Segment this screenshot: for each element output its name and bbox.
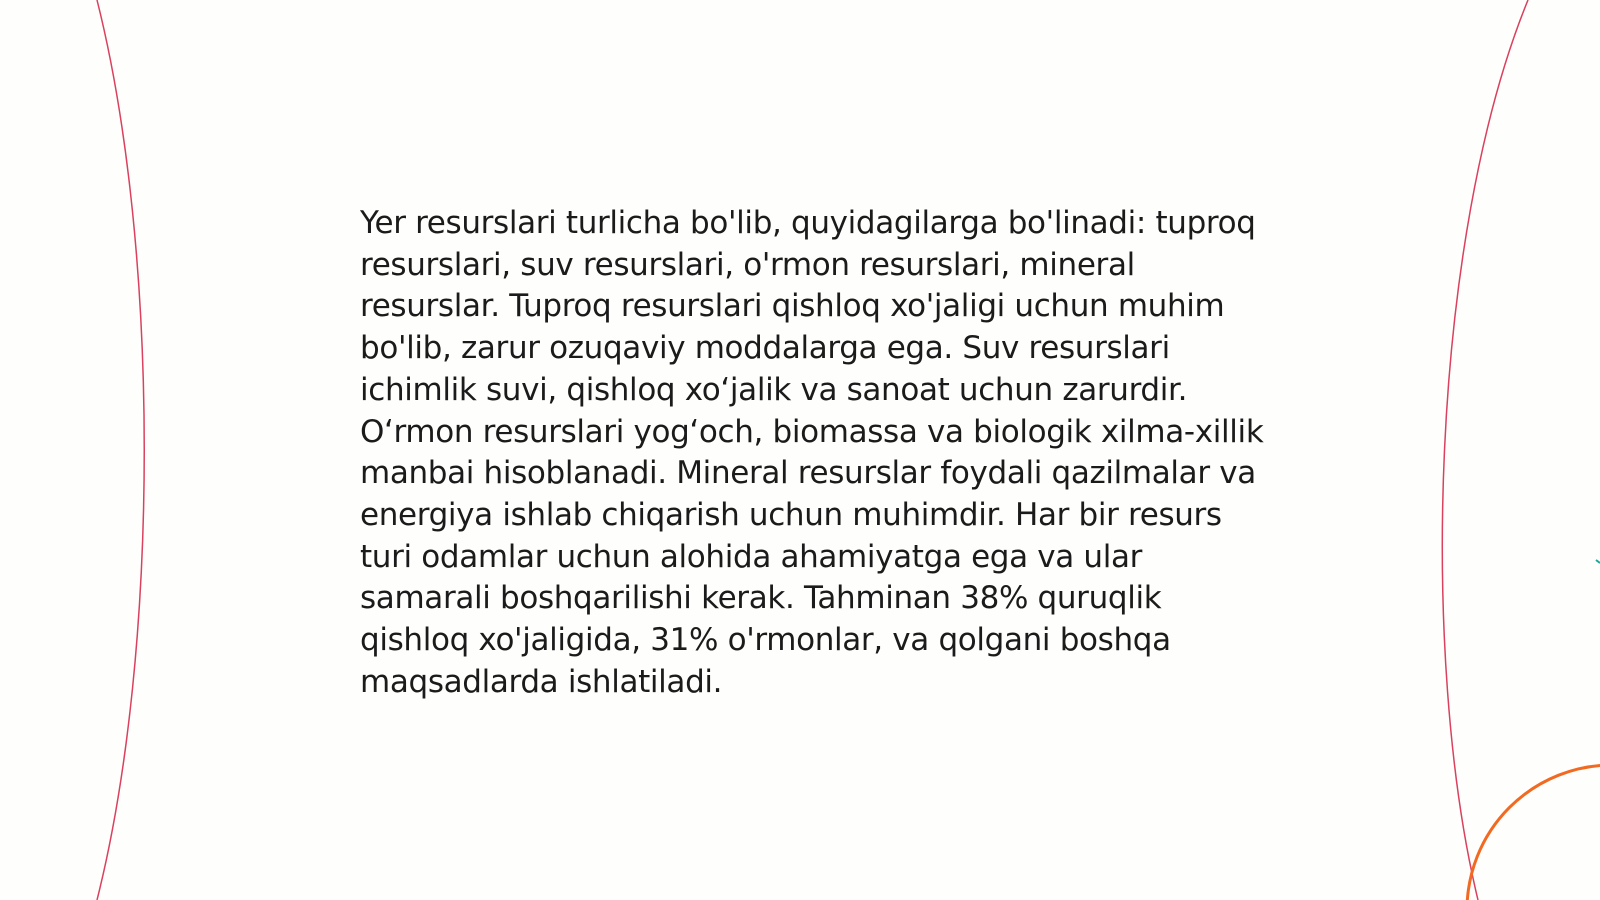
right-arc-line — [1442, 0, 1528, 900]
teal-accent-mark — [1596, 560, 1600, 563]
corner-orange-circle — [1467, 765, 1600, 900]
body-paragraph: Yer resurslari turlicha bo'lib, quyidagilarga bo'linadi: tuproq resurslari, suv resurslari, o'rmon resurslari, mineral resurslar. Tuproq resurslari qishloq xo'jaligi uchun muhim bo'lib, zarur ozuqaviy moddalarga ega. Suv resurslari ichimlik suvi, qishloq xo‘jalik va sanoat uchun zarurdir. O‘rmon resurslari yog‘och, biomassa va biologik xilma-xillik manbai hisoblanadi. Mineral resurslar foydali qazilmalar va energiya ishlab chiqarish uchun muhimdir. Har bir resurs turi odamlar uchun alohida ahamiyatga ega va ular samarali boshqarilishi kerak. Tahminan 38% quruqlik qishloq xo'jaligida, 31% o'rmonlar, va qolgani boshqa maqsadlarda ishlatiladi. — [360, 205, 1264, 700]
left-arc-line — [97, 0, 144, 900]
